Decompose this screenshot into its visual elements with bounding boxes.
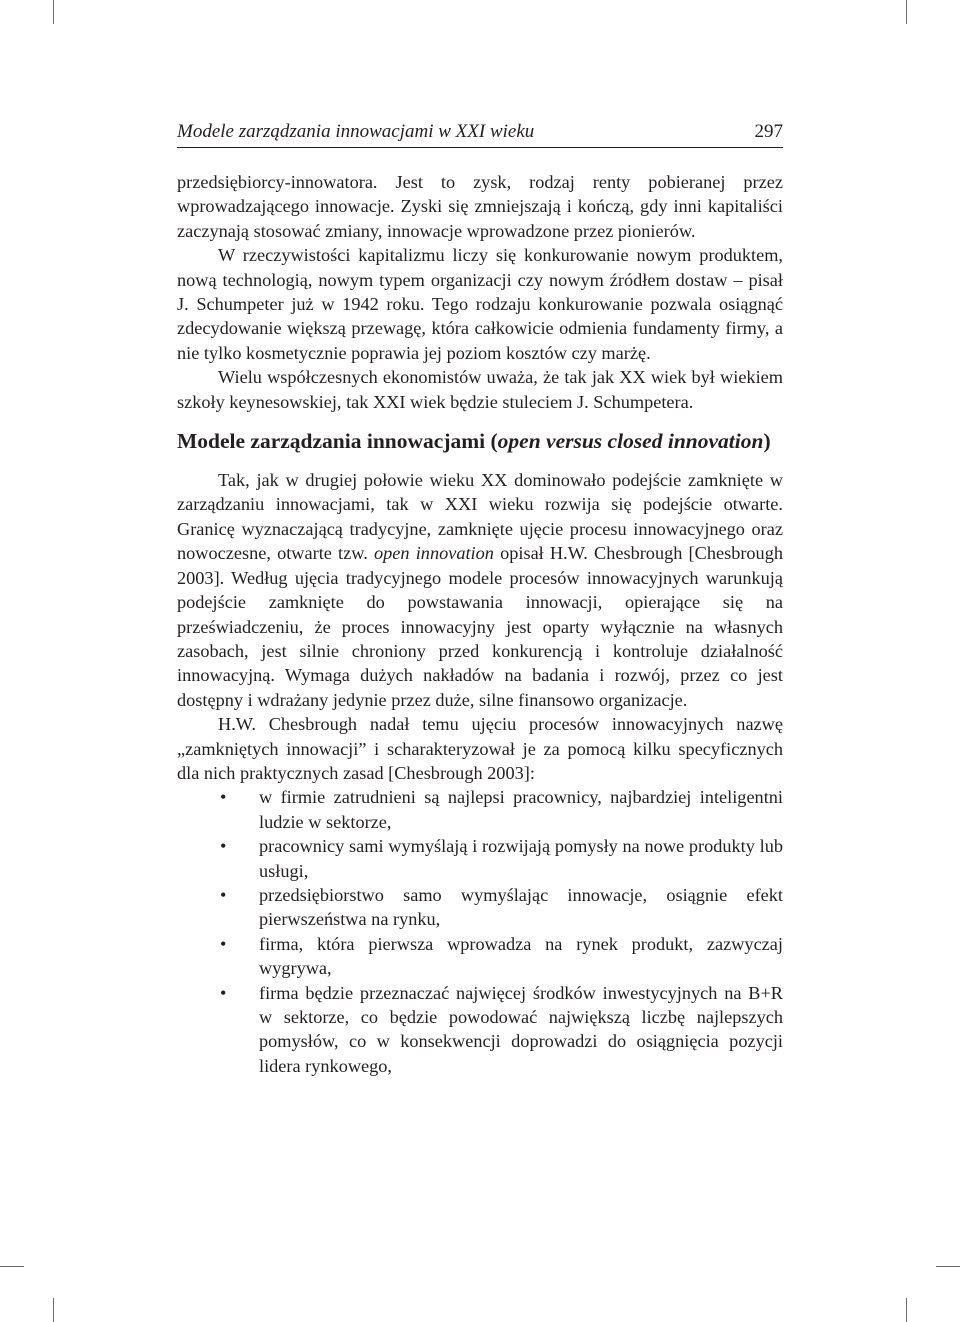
crop-mark-top-left (53, 0, 54, 24)
bullet-icon: • (220, 787, 227, 808)
section-heading-prefix: Modele zarządzania innowacjami ( (177, 429, 498, 454)
paragraph-intro-3: Wielu współczesnych ekonomistów uważa, że tak jak XX wiek był wiekiem szkoły keynesowskiej, tak XXI wiek będzie stuleciem J. Schumpetera. (177, 367, 783, 412)
bullet-icon: • (220, 836, 227, 857)
running-head (177, 120, 783, 148)
list-item (177, 981, 783, 1079)
bullet-icon: • (220, 933, 227, 954)
crop-mark-bottom-left (53, 1298, 54, 1322)
open-innovation-term: open innovation (374, 543, 494, 564)
section-paragraph-2: H.W. Chesbrough nadał temu ujęciu procesów innowacyjnych nazwę „zamkniętych innowacji” i scharakteryzował je za pomocą kilku specyficznych dla nich praktycznych zasad [Chesbrough 2003]: (177, 714, 783, 783)
bullet-icon: • (220, 982, 227, 1003)
paragraph-intro-1: przedsiębiorcy-innowatora. Jest to zysk, rodzaj renty pobieranej przez wprowadzającego innowacje. Zyski się zmniejszają i kończą, gdy inni kapitaliści zaczynają stosować zmiany, innowacje wprowadzone przez pionierów. (177, 172, 783, 241)
list-item (177, 932, 783, 981)
list-item-text: w firmie zatrudnieni są najlepsi pracownicy, najbardziej inteligentni ludzie w sektorze, (259, 787, 783, 832)
running-head-title: Modele zarządzania innowacjami w XXI wieku (177, 121, 535, 142)
bullet-icon: • (220, 884, 227, 905)
crop-mark-top-right (906, 0, 907, 24)
crop-mark-right-top (936, 1266, 960, 1267)
section-paragraph-1 (177, 468, 783, 712)
crop-mark-left-top (0, 1266, 24, 1267)
list-item-text: firma, która pierwsza wprowadza na rynek produkt, zazwyczaj wygrywa, (259, 933, 783, 979)
section-paragraph-1-rest: opisał H.W. Chesbrough [Chesbrough 2003]. Według ujęcia tradycyjnego modele procesów innowacyjnych warunkują podejście zamknięte do powstawania innowacji, opierające się na przeświadczeniu, że proces innowacyjny jest oparty wyłącznie na własnych zasobach, jest silnie chroniony przed konkurencją i kontroluje działalność innowacyjną. Wymaga dużych nakładów na badania i rozwój, przez co jest dostępny i wdrażany jedynie przez duże, silne finansowo organizacje. (177, 543, 783, 710)
page-number: 297 (754, 121, 783, 142)
section-heading (177, 427, 783, 455)
list-item-text: firma będzie przeznaczać najwięcej środków inwestycyjnych na B+R w sektorze, co będzie powodować największą liczbę najlepszych pomysłów, co w konsekwencji doprowadzi do osiągnięcia pozycji lidera rynkowego, (259, 982, 783, 1076)
list-item-text: pracownicy sami wymyślają i rozwijają pomysły na nowe produkty lub usługi, (259, 836, 783, 881)
list-item (177, 785, 783, 834)
crop-mark-bottom-right (906, 1298, 907, 1322)
list-item (177, 883, 783, 932)
body-text (177, 170, 783, 1078)
book-page (177, 120, 783, 1078)
section-heading-suffix: ) (763, 429, 771, 454)
section-paragraph-1-text: Tak, jak w drugiej połowie wieku XX dominowało podejście zamknięte w zarządzaniu innowacjami, tak w XXI wieku rozwija się podejście otwarte. Granicę wyznaczającą tradycyjne, zamknięte ujęcie procesu innowacyjnego oraz nowoczesne, otwarte tzw. (177, 470, 783, 564)
bullet-list (177, 785, 783, 1078)
list-item-text: przedsiębiorstwo samo wymyślając innowacje, osiągnie efekt pierwszeństwa na rynku, (259, 884, 783, 930)
paragraph-intro-2: W rzeczywistości kapitalizmu liczy się konkurowanie nowym produktem, nową technologią, nowym typem organizacji czy nowym źródłem dostaw – pisał J. Schumpeter już w 1942 roku. Tego rodzaju konkurowanie pozwala osiągnąć zdecydowanie większą przewagę, która całkowicie odmienia fundamenty firmy, a nie tylko kosmetycznie poprawia jej poziom kosztów czy marżę. (177, 245, 783, 363)
list-item (177, 834, 783, 883)
section-heading-italic: open versus closed innovation (497, 429, 764, 454)
